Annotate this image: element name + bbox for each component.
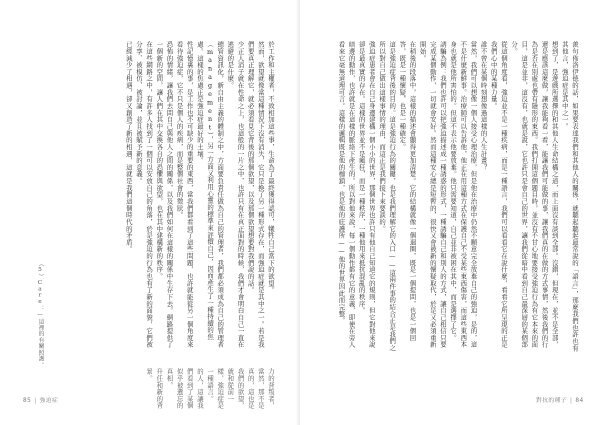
left-running-title: 強迫症 [39, 398, 59, 404]
left-page-body-continued: 力的背叛者，當然，那不是真的，這也是我們的欲望，就和從前一樣，強迫症是一種語言。 的人，這讓我們看到了某個似乎被遺忘的真相。 升任和新的背景。 [145, 368, 275, 409]
footnote: （5）Care：—這裡的有關照護。 [37, 261, 43, 368]
left-page-footer [23, 395, 58, 404]
right-page-body: 羨句佈洛伊德的話，如果要表達我們和其他人的關係，就聽起聽起最常說的「語言」，那麼我們也許也有其他言，強迫症是其中之一。 想到了，是遊戲所選擇的和其他人生命結構之道，而上面沒有談到全部。沒錯，但現在，並不是全部，還是應該這麼做，讓我能夠看一看，能讓我們可能做的事，讓我們真的在做的方式事情，然後我們的行為是否在別處也帶有隱形的東西。我們打開這個題目時，並沒有不甘心地要接受強迫行為有它本來的面目，這是並非，這沒有，也就是說，它也許只是會自己的世界，讓我們從暗中看到自己最深層的某個部分。 從這個角度看，強迫並不是一種疾病，而是一種語言，我們可以看看它在說什麼，看看它所呈現的正是我們心中的某種力量。 誰不曾在某個時刻想像過這樣的人生計畫？ 當然，我們可以想像一個人接受心理治療，但是他在治療中仍然不願意完全放棄自己的強迫，是的，這不是什麼新鮮事。治療師可以告訴他，他正在用這種方式在保護自己不受某些東西傷害，而這些東西本身也就是他所害怕的。但這不表示他要放棄。他只需要知道，自己並非被困在其中，而是選擇了它。 誘騙為例：我們也許可以把強迫描述成一種誘惑的形式，一種誘騙自己和別人的方式，讓自己相信只要完成某個動作，一切就會安好。然而這種安心總是短暫的，很快又會被新的懷疑取代，於是又必須重新開始。 在稍後的段落中，這樣的描述會顯得更加清楚。它的結構就像一個迴圈，既是一個提問，也是一個回答，既是一種懷疑，也是一種確定。 這是強迫症背後的目的。這是強迫行為的關鍵，也是我們理解它的入口——這兩件事的結合正是我們之所以對自己做出這樣事情的理由，而這正是我們接下來要談的。 強迫症患者會在自己身邊建構一個小小的世界，那個世界也許只有他自己知道它的規則，但它對他來說卻是最真實的存在。這樣的世界並不是瘋狂，而是一種秩序，一種他用來抵抗混亂的秩序。 暗邊的動作，也許就是在這樣的脈絡下產生的。所以對他來說，每一個動作都有它的意義，即使在旁人看來它毫無道理可言。這樣的邏輯既是他的枷鎖，也是他的庇護所——他的世界因此而完整。 [337, 41, 579, 352]
footer-separator: | [570, 398, 573, 404]
right-page-number: 84 [575, 398, 584, 404]
right-page [300, 0, 600, 425]
left-page-body: 於工作和主權者，不致相加這些事，生命為了最終獲得認可，犧牲自己當下的欲望。 然而，欲望就像當這種情況下沒有消失，它只是換了另一種形式存在，而強迫症就是其中之一。若是我們要真正理解它，就必須看見它背後的那個欲望，以及那個欲望想要對我們說的話。 少正人消子就在性命之上，也這般的一片之中，也許只有在真正面對的時候，我們才會明白自己一直在逃避的是什麼。 總管資訊化，新自由主義的體制之中，方面要負責任做為自己的管理者，我們都必須成為自己的管理者（management），另一方面又利用心靈的標準來評價自己，因而產生了一種持續的焦慮。這樣的焦慮正是強迫症最好的土壤。 性記憶裏的事，是工作也不可缺少的重要的東西，當我們都看到了這些問題，也許就能從另一個角度來看待強迫症，它不只是個人的疾病，而是整個社會的徵狀。 恐怖的情緒，讓我們去問自己與他人之間的關係，以及我們如何在這樣的關係中生存下去。網路提供了一個新的空間，讓人們在其中交換各自的恐懼與欲望，也在其中建構新的秩序。 在這些網路之中，有許多人找到了一個可以安放自己的角落，於是強迫的行為也有了新的面貌，它們被分享、被模仿、被討論，並且被賦予新的意義。 已經減少了相遇，卻又創造了新的相遇，這就是我們這個時代的矛盾。 [124, 41, 275, 348]
right-running-title: 對抗的種子 [536, 398, 567, 404]
right-page-footer [536, 395, 584, 404]
footer-separator: | [34, 398, 37, 404]
left-page-number: 85 [23, 398, 32, 404]
